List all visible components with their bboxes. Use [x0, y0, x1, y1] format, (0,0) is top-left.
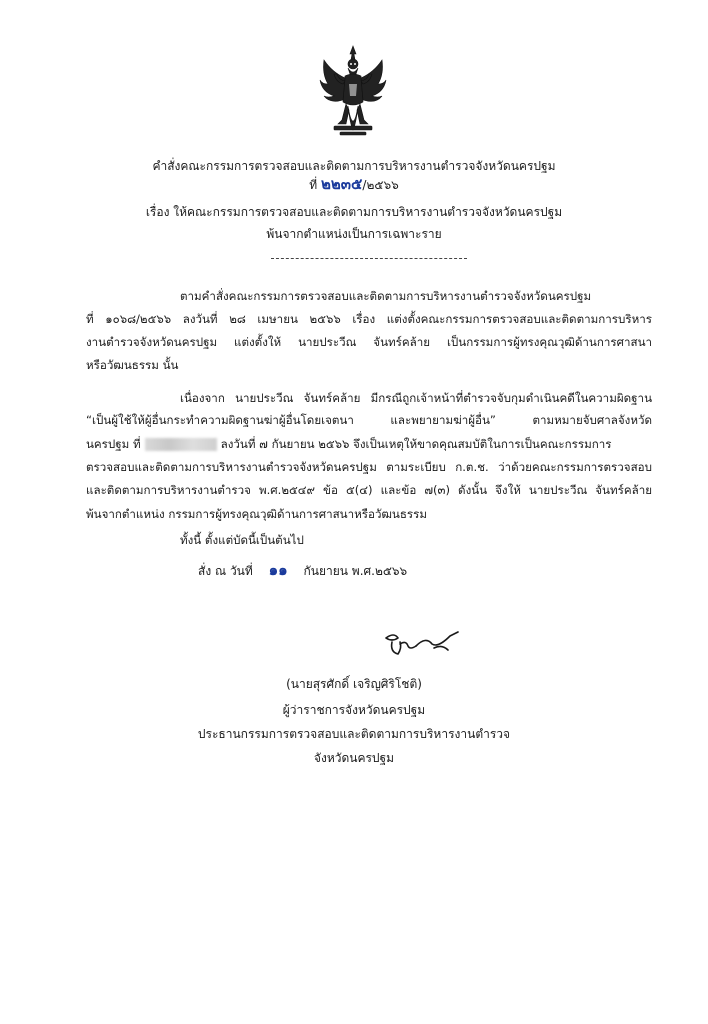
order-number-year: /๒๕๖๖	[362, 178, 399, 192]
issued-date-prefix: สั่ง ณ วันที่	[198, 564, 253, 578]
order-subject-line2: พ้นจากตำแหน่งเป็นการเฉพาะราย	[266, 227, 442, 241]
para1-line: ตามคำสั่งคณะกรรมการตรวจสอบและติดตามการบริหารงานตำรวจจังหวัดนครปฐม	[180, 289, 592, 303]
order-subject-line1: เรื่อง ให้คณะกรรมการตรวจสอบและติดตามการบริหารงานตำรวจจังหวัดนครปฐม	[145, 205, 563, 219]
para2-line: และติดตามการบริหารงานตำรวจ พ.ศ.๒๕๔๙ ข้อ ๕(๔) และข้อ ๗(๓) ดังนั้น จึงให้ นายประวีณ จันทร์คล้าย	[86, 483, 652, 497]
para1-line: ที่ ๑๐๖๘/๒๕๖๖ ลงวันที่ ๒๘ เมษายน ๒๕๖๖ เรื่อง แต่งตั้งคณะกรรมการตรวจสอบและติดตามการบริหาร	[86, 312, 652, 326]
para2-line: “เป็นผู้ใช้ให้ผู้อื่นกระทำความผิดฐานฆ่าผู้อื่นโดยเจตนา และพยายามฆ่าผู้อื่น” ตามหมายจับศาลจังหวัด	[86, 413, 652, 427]
para2-line: พ้นจากตำแหน่ง กรรมการผู้ทรงคุณวุฒิด้านการศาสนาหรือวัฒนธรรม	[86, 507, 428, 521]
order-number-prefix: ที่	[309, 178, 318, 192]
signatory-name: (นายสุรศักดิ์ เจริญศิริโชติ)	[286, 677, 422, 691]
effective-statement: ทั้งนี้ ตั้งแต่บัดนี้เป็นต้นไป	[180, 533, 304, 547]
para2-line3-prefix: นครปฐม ที่	[86, 437, 141, 451]
para1-line: งานตำรวจจังหวัดนครปฐม แต่งตั้งให้ นายประวีณ จันทร์คล้าย เป็นกรรมการผู้ทรงคุณวุฒิด้านการศาสนา	[86, 335, 652, 349]
garuda-emblem-icon	[318, 44, 388, 140]
para1-line: หรือวัฒนธรรม นั้น	[86, 358, 179, 372]
signatory-position1: ผู้ว่าราชการจังหวัดนครปฐม	[282, 703, 426, 717]
para2-line: ตรวจสอบและติดตามการบริหารงานตำรวจจังหวัดนครปฐม ตามระเบียบ ก.ต.ช. ว่าด้วยคณะกรรมการตรวจสอบ	[86, 460, 652, 474]
redacted-case-number	[145, 438, 217, 451]
signatory-position2: ประธานกรรมการตรวจสอบและติดตามการบริหารงานตำรวจ	[197, 727, 511, 741]
handwritten-signature	[372, 622, 468, 666]
para2-line	[86, 436, 652, 452]
issued-date	[198, 560, 407, 581]
order-number	[0, 176, 708, 193]
order-number-handwritten: ๒๒๓๕	[321, 175, 363, 193]
issued-date-suffix: กันยายน พ.ศ.๒๕๖๖	[303, 564, 408, 578]
signatory-position3: จังหวัดนครปฐม	[313, 751, 395, 765]
header-divider	[271, 258, 467, 259]
para2-line3-rest: ลงวันที่ ๗ กันยายน ๒๕๖๖ จึงเป็นเหตุให้ขาดคุณสมบัติในการเป็นคณะกรรมการ	[220, 437, 612, 451]
issued-day-handwritten: ๑๑	[268, 561, 288, 579]
para2-line: เนื่องจาก นายประวีณ จันทร์คล้าย มีกรณีถูกเจ้าหน้าที่ตำรวจจับกุมดำเนินคดีในความผิดฐาน	[180, 391, 652, 405]
order-title: คำสั่งคณะกรรมการตรวจสอบและติดตามการบริหารงานตำรวจจังหวัดนครปฐม	[152, 159, 556, 173]
